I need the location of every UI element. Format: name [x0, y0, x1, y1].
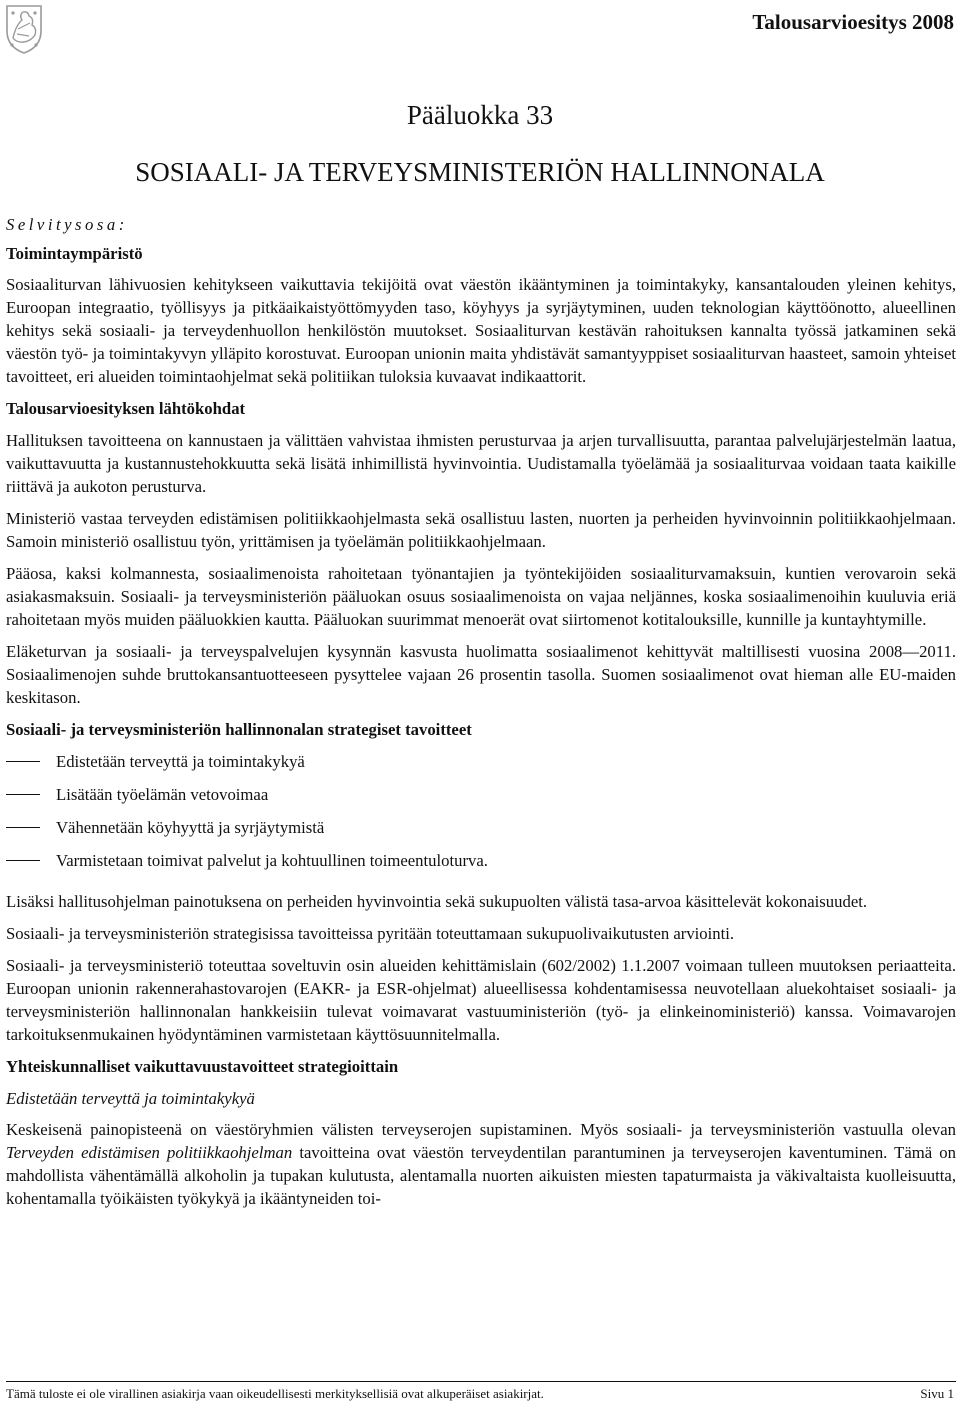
paragraph-health-text-a: Keskeisenä painopisteenä on väestöryhmien välisten terveyserojen supistaminen. Myös sosiaali- ja terveysministeriön vastuulla olevan: [6, 1120, 956, 1139]
goal-text: Vähennetään köyhyyttä ja syrjäytymistä: [56, 818, 325, 837]
footer-divider: [6, 1381, 956, 1382]
paragraph-health: [6, 1118, 956, 1210]
paragraph-basis-2: Ministeriö vastaa terveyden edistämisen politiikkaohjelmasta sekä osallistuu lasten, nuorten ja perheiden hyvinvoinnin politiikkaohjelmaan. Samoin ministeriö osallistuu työn, yrittämisen ja työelämän politiikkaohjelmaan.: [6, 509, 956, 551]
paragraph-basis-1: Hallituksen tavoitteena on kannustaen ja välittäen vahvistaa ihmisten perusturvaa ja arjen turvallisuutta, parantaa palvelujärjestelmän laatua, vaikuttavuutta ja kustannustehokkuutta sekä lisätä inhimillistä hyvinvointia. Uudistamalla työelämää ja sosiaaliturvaa voidaan taata kaikille riittävä ja aukoton perusturva.: [6, 431, 956, 496]
list-item: [6, 783, 956, 816]
paragraph-goals-1: Lisäksi hallitusohjelman painotuksena on perheiden hyvinvointia sekä sukupuolten välistä tasa-arvoa käsittelevät kokonaisuudet.: [6, 892, 868, 911]
heading-budget-basis: Talousarvioesityksen lähtökohdat: [6, 399, 246, 418]
list-item: [6, 750, 956, 783]
page-number: Sivu 1: [920, 1386, 954, 1401]
heading-impact-goals: Yhteiskunnalliset vaikuttavuustavoitteet strategioittain: [6, 1057, 399, 1076]
subheading-health: Edistetään terveyttä ja toimintakykyä: [6, 1089, 255, 1108]
goal-text: Varmistetaan toimivat palvelut ja kohtuullinen toimeentuloturva.: [56, 851, 488, 870]
dash-bullet: [6, 827, 40, 828]
heading-strategic-goals: Sosiaali- ja terveysministeriön hallinnonalan strategiset tavoitteet: [6, 720, 472, 739]
paragraph-basis-4: Eläketurvan ja sosiaali- ja terveyspalvelujen kysynnän kasvusta huolimatta sosiaalimenot kehittyvät maltillisesti vuosina 2008—2011. Sosiaalimenojen suhde bruttokansantuotteeseen pysyttelee vajaan 26 prosentin tasolla. Suomen sosiaalimenot ovat hieman alle EU-maiden keskitason.: [6, 642, 956, 707]
list-item: [6, 816, 956, 849]
ministry-heading: SOSIAALI- JA TERVEYSMINISTERIÖN HALLINNONALA: [135, 157, 825, 187]
list-item: [6, 849, 956, 882]
paragraph-basis-3: Pääosa, kaksi kolmannesta, sosiaalimenoista rahoitetaan työnantajien ja työntekijöiden sosiaaliturvamaksuin, kuntien verovaroin sekä asiakasmaksuin. Sosiaali- ja terveysministeriön pääluokan osuus sosiaalimenoista on vajaa neljännes, koska sosiaalimenoihin kuuluvia eriä rahoitetaan myös muiden pääluokkien kautta. Pääluokan suurimmat menoerät ovat siirtomenot kotitalouksille, kunnille ja kuntayhtymille.: [6, 564, 956, 629]
heading-environment: Toimintaympäristö: [6, 244, 143, 263]
dash-bullet: [6, 794, 40, 795]
dash-bullet: [6, 761, 40, 762]
section-label: Selvitysosa:: [6, 215, 128, 234]
programme-name: Terveyden edistämisen politiikkaohjelman: [6, 1143, 293, 1162]
coat-of-arms-icon: [4, 3, 44, 55]
document-title: Talousarvioesitys 2008: [752, 10, 954, 34]
main-class-heading: Pääluokka 33: [406, 100, 554, 130]
document-body: [6, 213, 956, 1219]
paragraph-goals-3: Sosiaali- ja terveysministeriö toteuttaa soveltuvin osin alueiden kehittämislain (602/2002) 1.1.2007 voimaan tulleen muutoksen periaatteita. Euroopan unionin rakennerahastovarojen (EAKR- ja ESR-ohjelmat) alueellisessa kohdentamisessa neuvotellaan aluekohtaiset sosiaali- ja terveysministeriön hallinnonalan hankkeisiin tulevat voimavarat vastuuministeriön (työ- ja elinkeinoministeriö) kanssa. Voimavarojen tarkoituksenmukainen hyödyntäminen varmistetaan käyttösuunnitelmalla.: [6, 956, 956, 1044]
goal-text: Lisätään työelämän vetovoimaa: [56, 785, 269, 804]
paragraph-environment: Sosiaaliturvan lähivuosien kehitykseen vaikuttavia tekijöitä ovat väestön ikääntyminen ja toimintakyky, kansantalouden yleinen kehitys, Euroopan integraatio, työllisyys ja pitkäaikaistyöttömyyden taso, köyhyys ja syrjäytyminen, uuden teknologian käyttöönotto, alueellinen kehitys sekä sosiaali- ja terveydenhuollon henkilöstön muutokset. Sosiaaliturvan kestävän rahoituksen kannalta työssä jatkaminen sekä väestön työ- ja toimintakyvyn ylläpito korostuvat. Euroopan unionin maita yhdistävät samantyyppiset sosiaaliturvan haasteet, samoin yhteiset tavoitteet, eri alueiden toimintaohjelmat sekä politiikan tuloksia kuvaavat indikaattorit.: [6, 275, 956, 386]
strategic-goals-list: [6, 750, 956, 882]
goal-text: Edistetään terveyttä ja toimintakykyä: [56, 752, 305, 771]
paragraph-goals-2: Sosiaali- ja terveysministeriön strategisissa tavoitteissa pyritään toteuttamaan sukupuolivaikutusten arviointi.: [6, 924, 735, 943]
footer-disclaimer: Tämä tuloste ei ole virallinen asiakirja vaan oikeudellisesti merkityksellisiä ovat alkuperäiset asiakirjat.: [6, 1386, 544, 1401]
paragraph-health-text-b: tavoitteina ovat väestön terveydentilan parantuminen ja terveyserojen kaventuminen. Tämä on mahdollista vähentämällä alkoholin ja tupakan kulutusta, alentamalla nuorten aikuisten miesten tapaturmaista ja väkivaltaista kuolleisuutta, kohentamalla työikäisten työkykyä ja ikääntyneiden toi-: [6, 1143, 956, 1208]
dash-bullet: [6, 860, 40, 861]
